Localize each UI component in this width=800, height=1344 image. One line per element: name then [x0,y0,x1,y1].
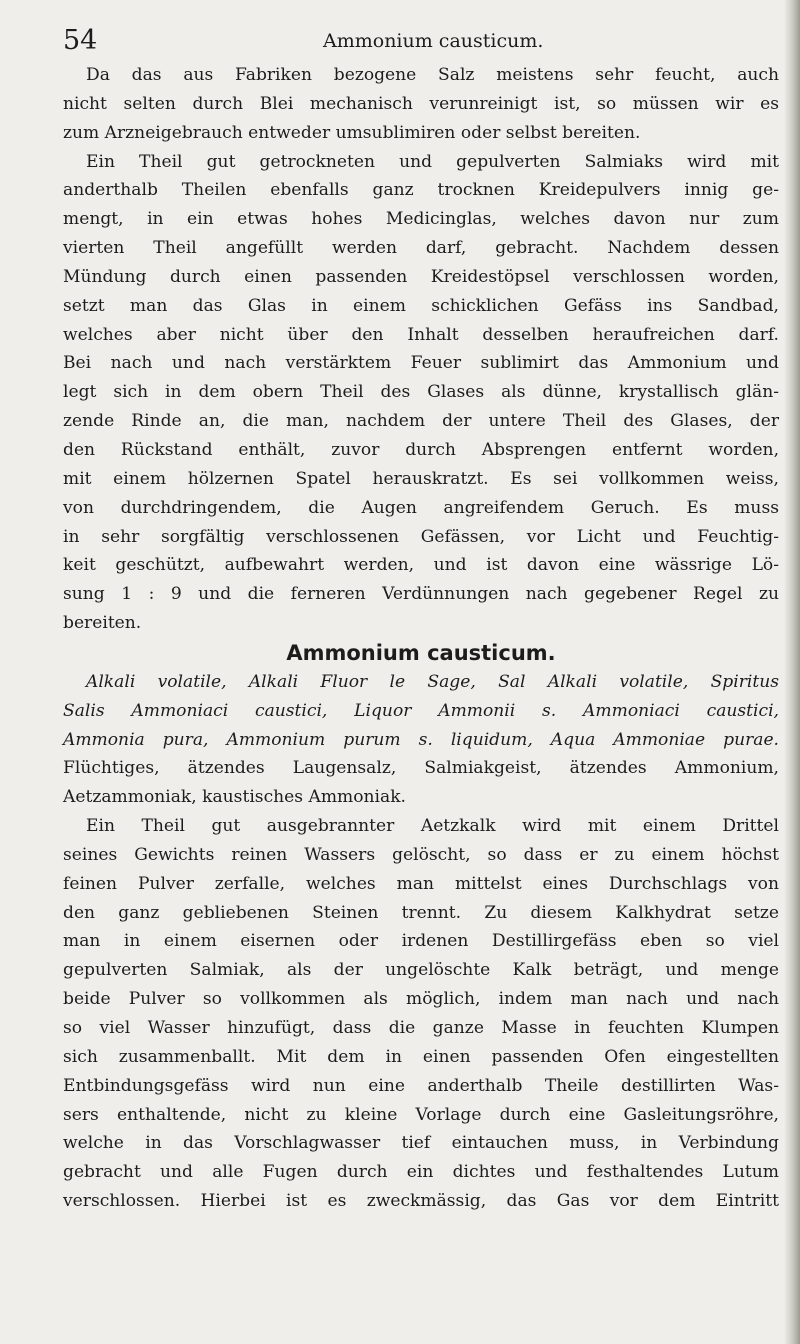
text-line: mit einem hölzernen Spatel herauskratzt. Es sei vollkommen weiss, [63,468,779,489]
running-title: Ammonium causticum. [323,30,544,52]
page-edge-shadow [784,0,800,1344]
text-line: zum Arzneigebrauch entweder umsublimiren oder selbst bereiten. [63,122,641,143]
synonym-line: Salis Ammoniaci caustici, Liquor Ammonii s. Ammoniaci caustici, [63,700,779,721]
text-line: Ein Theil gut getrockneten und gepulverten Salmiaks wird mit [86,151,779,172]
synonym-line: Alkali volatile, Alkali Fluor le Sage, Sal Alkali volatile, Spiritus [86,671,779,692]
text-line: gepulverten Salmiak, als der ungelöschte Kalk beträgt, und menge [63,960,779,981]
text-line: keit geschützt, aufbewahrt werden, und ist davon eine wässrige Lö- [63,555,779,576]
text-line: feinen Pulver zerfalle, welches man mittelst eines Durchschlags von [63,873,779,894]
text-line: Entbindungsgefäss wird nun eine anderthalb Theile destillirten Was- [63,1075,779,1096]
text-line: anderthalb Theilen ebenfalls ganz trocknen Kreidepulvers innig ge- [63,180,779,201]
text-line: Da das aus Fabriken bezogene Salz meistens sehr feucht, auch [86,65,779,85]
text-line: mengt, in ein etwas hohes Medicinglas, welches davon nur zum [63,209,779,230]
text-line: Mündung durch einen passenden Kreidestöpsel verschlossen worden, [63,266,779,287]
text-line: den ganz gebliebenen Steinen trennt. Zu diesem Kalkhydrat setze [63,902,779,923]
text-line: man in einem eisernen oder irdenen Destillirgefäss eben so viel [63,931,779,952]
page-header [0,22,800,58]
text-line: sung 1 : 9 und die ferneren Verdünnungen nach gegebener Regel zu [63,584,779,605]
text-line: seines Gewichts reinen Wassers gelöscht, so dass er zu einem höchst [63,844,779,865]
text-line: von durchdringendem, die Augen angreifendem Geruch. Es muss [63,497,779,518]
text-line: den Rückstand enthält, zuvor durch Absprengen entfernt worden, [63,439,779,460]
body-text [63,61,779,1216]
synonym-line: Flüchtiges, ätzendes Laugensalz, Salmiakgeist, ätzendes Ammonium, [63,758,779,779]
text-line: gebracht und alle Fugen durch ein dichtes und festhaltendes Lutum [63,1162,779,1183]
text-line: sich zusammenballt. Mit dem in einen passenden Ofen eingestellten [63,1046,779,1067]
synonym-line: Ammonia pura, Ammonium purum s. liquidum, Aqua Ammoniae purae. [63,729,779,750]
text-line: Bei nach und nach verstärktem Feuer sublimirt das Ammonium und [63,353,779,374]
section-title: Ammonium causticum. [286,640,556,665]
text-line: verschlossen. Hierbei ist es zweckmässig, das Gas vor dem Eintritt [63,1191,779,1212]
text-line: beide Pulver so vollkommen als möglich, indem man nach und nach [63,989,779,1010]
text-line: so viel Wasser hinzufügt, dass die ganze Masse in feuchten Klumpen [63,1018,779,1038]
text-line: nicht selten durch Blei mechanisch verunreinigt ist, so müssen wir es [63,93,779,114]
text-line: setzt man das Glas in einem schicklichen Gefäss ins Sandbad, [63,295,779,316]
page-number: 54 [63,25,98,56]
text-line: welches aber nicht über den Inhalt desselben heraufreichen darf. [63,324,779,345]
text-line: welche in das Vorschlagwasser tief eintauchen muss, in Verbindung [63,1133,779,1154]
text-line: zende Rinde an, die man, nachdem der untere Theil des Glases, der [63,411,779,432]
text-line: in sehr sorgfältig verschlossenen Gefässen, vor Licht und Feuchtig- [63,526,779,547]
text-line: sers enthaltende, nicht zu kleine Vorlage durch eine Gasleitungsröhre, [63,1104,779,1125]
text-line: vierten Theil angefüllt werden darf, gebracht. Nachdem dessen [63,238,779,259]
synonym-line: Aetzammoniak, kaustisches Ammoniak. [63,787,406,808]
text-line: Ein Theil gut ausgebrannter Aetzkalk wird mit einem Drittel [86,816,779,837]
text-line: bereiten. [63,613,142,634]
text-line: legt sich in dem obern Theil des Glases als dünne, krystallisch glän- [63,382,779,403]
